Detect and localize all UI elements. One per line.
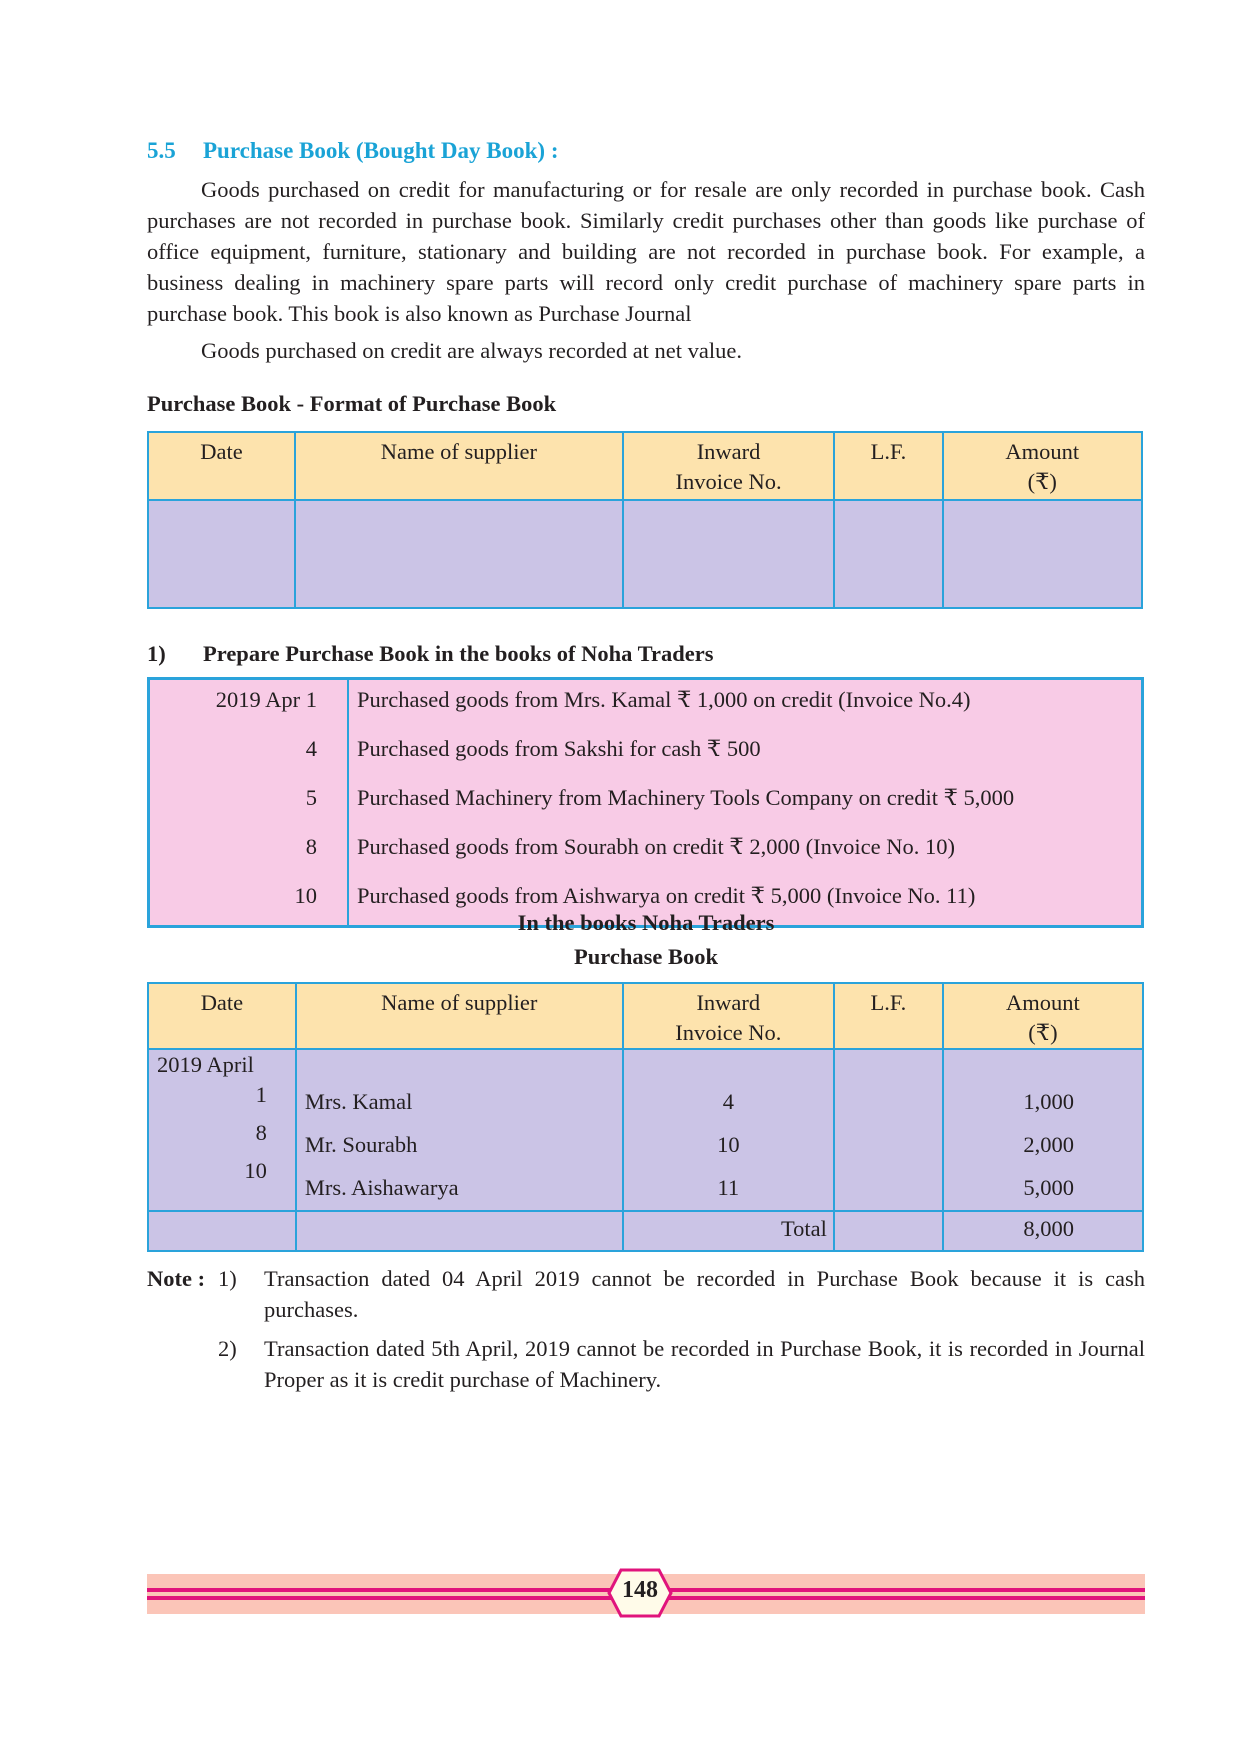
col-lf: L.F. [834, 983, 943, 1049]
format-table [147, 431, 1143, 609]
transaction-text: Purchased goods from Mrs. Kamal ₹ 1,000 on credit (Invoice No.4) [348, 679, 1143, 730]
transaction-date: 2019 Apr 1 [149, 679, 349, 730]
transaction-date: 10 [149, 876, 349, 927]
amount-column [943, 1049, 1143, 1211]
supplier-name: Mr. Sourabh [304, 1132, 418, 1157]
date-column [148, 1049, 296, 1211]
empty-cell [148, 500, 295, 608]
page-number: 148 [622, 1577, 658, 1603]
col-supplier: Name of supplier [296, 983, 623, 1049]
section-title: Purchase Book (Bought Day Book) : [203, 138, 559, 163]
format-heading: Purchase Book - Format of Purchase Book [147, 391, 557, 416]
empty-cell [834, 500, 942, 608]
transaction-text: Purchased goods from Sakshi for cash ₹ 500 [348, 729, 1143, 778]
transaction-date: 4 [149, 729, 349, 778]
question-heading [147, 641, 713, 667]
amount-value: 5,000 [1023, 1175, 1074, 1200]
invoice-number: 4 [722, 1089, 734, 1114]
total-label: Total [623, 1211, 834, 1251]
total-row [148, 1211, 1143, 1251]
invoice-number: 11 [717, 1175, 740, 1200]
col-invoice: Inward Invoice No. [623, 432, 835, 500]
total-amount: 8,000 [943, 1211, 1143, 1251]
answer-title: In the books Noha Traders [517, 910, 775, 935]
question-table [147, 677, 1144, 928]
amount-value: 2,000 [1023, 1132, 1074, 1157]
question-number: 1) [147, 641, 166, 666]
table-row [149, 679, 1143, 730]
transaction-date: 8 [149, 827, 349, 876]
empty-cell [623, 500, 835, 608]
empty-cell [296, 1211, 623, 1251]
note-text: Transaction dated 04 April 2019 cannot be recorded in Purchase Book because it is cash purchases. [264, 1266, 1145, 1322]
empty-cell [943, 500, 1143, 608]
col-supplier: Name of supplier [295, 432, 623, 500]
invoice-column [623, 1049, 834, 1211]
table-row [149, 827, 1143, 876]
note-number: 2) [218, 1336, 237, 1361]
purchase-book-table [147, 982, 1144, 1252]
section-heading [147, 138, 558, 164]
entry-year: 2019 April [157, 1052, 254, 1077]
table-row [149, 778, 1143, 827]
amount-value: 1,000 [1023, 1089, 1074, 1114]
note-label: Note : [147, 1266, 206, 1291]
intro-paragraph: Goods purchased on credit for manufacturing or for resale are only recorded in purchase book. Cash purchases are not recorded in purchase book. Similarly credit purchases other than goods like purchase of office equipment, furniture, stationary and building are not recorded in purchase book. For example, a business dealing in machinery spare parts will record only credit purchase of machinery spare parts in purchase book. This book is also known as Purchase Journal [147, 177, 1145, 326]
empty-cell [834, 1211, 943, 1251]
entry-day: 10 [244, 1158, 267, 1183]
entry-day: 1 [255, 1082, 267, 1107]
purchase-book-entries [148, 1049, 1143, 1211]
section-number: 5.5 [147, 138, 176, 163]
net-value-paragraph: Goods purchased on credit are always recorded at net value. [201, 338, 743, 363]
purchase-book-header [148, 983, 1143, 1049]
entry-day: 8 [255, 1120, 267, 1145]
col-date: Date [148, 983, 296, 1049]
format-table-body [148, 500, 1142, 608]
question-title: Prepare Purchase Book in the books of Noha Traders [203, 641, 714, 666]
supplier-name: Mrs. Aishawarya [304, 1175, 459, 1200]
col-amount: Amount (₹) [943, 432, 1143, 500]
col-date: Date [148, 432, 295, 500]
supplier-column [296, 1049, 623, 1211]
transaction-text: Purchased goods from Sourabh on credit ₹ 2,000 (Invoice No. 10) [348, 827, 1143, 876]
col-invoice: Inward Invoice No. [623, 983, 834, 1049]
table-row [149, 729, 1143, 778]
transaction-date: 5 [149, 778, 349, 827]
supplier-name: Mrs. Kamal [304, 1089, 413, 1114]
transaction-text: Purchased Machinery from Machinery Tools Company on credit ₹ 5,000 [348, 778, 1143, 827]
format-table-header [148, 432, 1142, 500]
invoice-number: 10 [717, 1132, 740, 1157]
answer-subtitle: Purchase Book [574, 944, 718, 969]
empty-cell [148, 1211, 296, 1251]
transaction-text: Purchased goods from Aishwarya on credit ₹ 5,000 (Invoice No. 11) [348, 876, 1143, 927]
col-lf: L.F. [834, 432, 942, 500]
col-amount: Amount (₹) [943, 983, 1143, 1049]
lf-column [834, 1049, 943, 1211]
note-number: 1) [218, 1266, 237, 1291]
empty-cell [295, 500, 623, 608]
note-text: Transaction dated 5th April, 2019 cannot be recorded in Purchase Book, it is recorded in Journal Proper as it is credit purchase of Machinery. [264, 1336, 1145, 1392]
